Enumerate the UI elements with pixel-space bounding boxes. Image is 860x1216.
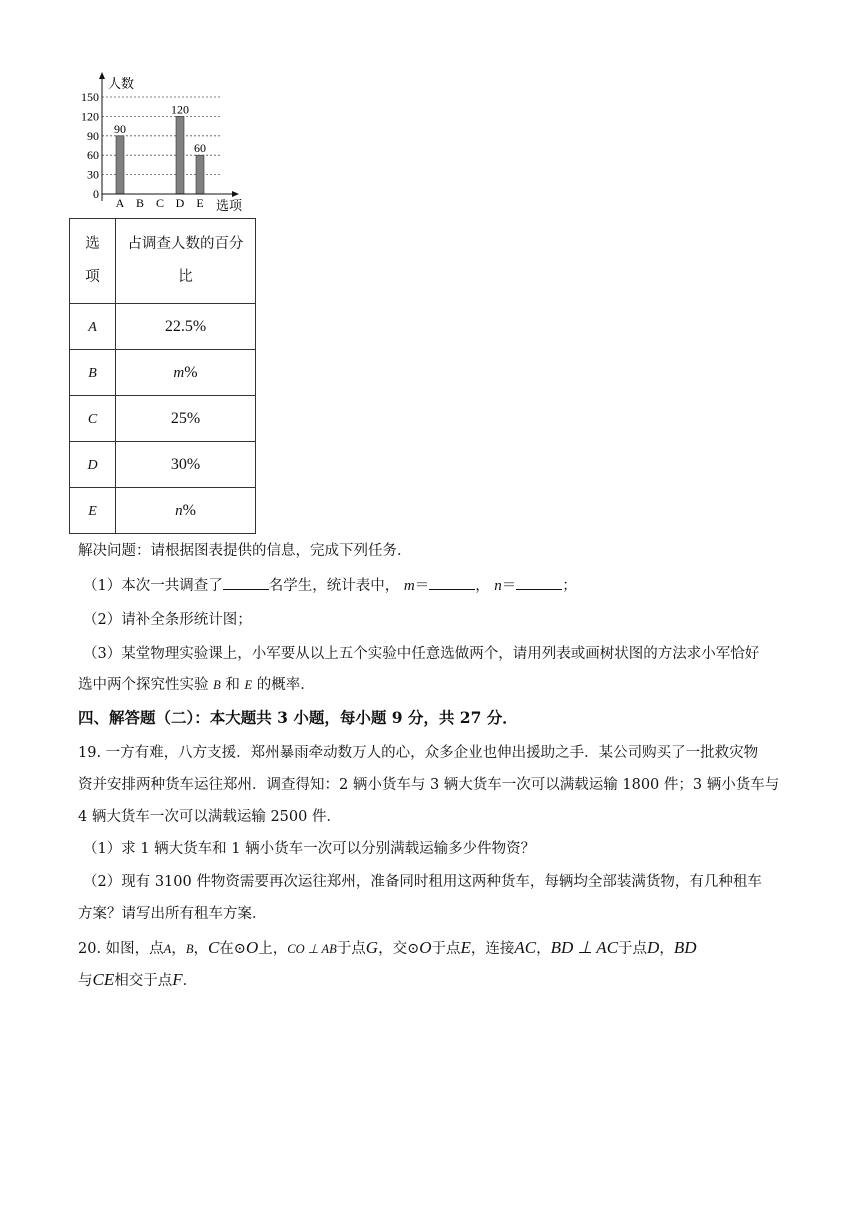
bar-a [116, 136, 124, 194]
x-tick-label: A [115, 196, 125, 210]
q20-line-1: 20. 如图，点A，B，C在⊙O上，CO ⊥ AB于点G，交⊙O于点E，连接AC，BD ⊥ AC于点D，BD [78, 938, 697, 957]
x-tick-label: B [135, 196, 145, 210]
percentage-table [69, 218, 256, 534]
question-3-line-2: 选中两个探究性实验 B 和 E 的概率． [78, 677, 315, 693]
task-intro: 解决问题：请根据图表提供的信息，完成下列任务． [78, 543, 412, 559]
table-header-option [70, 219, 116, 304]
percentage-cell: 25% [116, 396, 256, 442]
y-tick-label: 90 [87, 128, 99, 143]
q19-line-3: 4 辆大货车一次可以满载运输 2500 件． [78, 809, 341, 825]
header-option-char-2: 项 [85, 269, 100, 285]
q19-part-2-line-1: （2）现有 3100 件物资需要再次运往郑州，准备同时租用这两种货车，每辆均全部装满货物，有几种租车 [83, 874, 762, 890]
y-tick-label: 150 [81, 90, 99, 104]
x-axis-arrow [232, 191, 239, 197]
question-2: （2）请补全条形统计图； [83, 612, 252, 628]
option-cell: A [70, 304, 116, 350]
table-row-d [70, 442, 256, 488]
answer-blank-m [429, 575, 475, 590]
table-header-row [70, 219, 256, 304]
x-tick-labels [116, 196, 204, 210]
answer-blank-n [516, 575, 562, 590]
bar-e [196, 155, 204, 194]
q19-line-2: 资并安排两种货车运往郑州．调查得知：2 辆小货车与 3 辆大货车一次可以满载运输 1800 件；3 辆小货车与 [78, 777, 780, 793]
x-tick-label: E [196, 196, 204, 210]
percentage-cell: m% [116, 350, 256, 396]
y-tick-label: 60 [87, 148, 99, 163]
table-header-percentage [116, 219, 256, 304]
bar-d [176, 116, 184, 194]
question-1: （1）本次一共调查了 名学生，统计表中， m＝ ， n＝ ； [83, 575, 577, 596]
table-row-c [70, 396, 256, 442]
option-cell: B [70, 350, 116, 396]
table-row-b [70, 350, 256, 396]
y-axis-arrow [99, 72, 105, 79]
header-percentage-line-1: 占调查人数的百分 [127, 236, 244, 252]
q20-line-2: 与CE相交于点F． [78, 970, 198, 989]
data-label-e: 60 [194, 141, 206, 156]
option-cell: C [70, 396, 116, 442]
x-tick-label: D [175, 196, 185, 210]
q19-line-1: 19. 一方有难，八方支援．郑州暴雨牵动数万人的心，众多企业也伸出援助之手．某公司购买了一批救灾物 [78, 745, 759, 761]
q19-part-2-line-2: 方案？请写出所有租车方案． [78, 906, 267, 922]
table-row-e [70, 488, 256, 534]
option-cell: E [70, 488, 116, 534]
q19-part-1: （1）求 1 辆大货车和 1 辆小货车一次可以分别满载运输多少件物资？ [83, 841, 536, 857]
y-axis-label: 人数 [108, 76, 135, 91]
section-4-heading: 四、解答题（二）：本大题共 3 小题，每小题 9 分，共 27 分． [78, 708, 518, 727]
percentage-cell: n% [116, 488, 256, 534]
table-row-a [70, 304, 256, 350]
y-tick-labels [81, 90, 99, 201]
answer-blank-total [223, 575, 269, 590]
y-tick-label: 120 [81, 109, 99, 124]
x-axis-label: 选项 [216, 198, 243, 213]
percentage-cell: 22.5% [116, 304, 256, 350]
bar-chart [64, 66, 264, 216]
question-3-line-1: （3）某堂物理实验课上，小军要从以上五个实验中任意选做两个，请用列表或画树状图的方法求小军恰好 [83, 646, 760, 662]
header-option-char-1: 选 [85, 236, 100, 252]
percentage-cell: 30% [116, 442, 256, 488]
y-tick-label: 0 [93, 187, 99, 201]
data-label-d: 120 [171, 102, 189, 117]
y-tick-label: 30 [87, 167, 99, 182]
data-label-a: 90 [114, 121, 126, 136]
header-percentage-line-2: 比 [178, 269, 193, 285]
option-cell: D [70, 442, 116, 488]
x-tick-label: C [155, 196, 165, 210]
